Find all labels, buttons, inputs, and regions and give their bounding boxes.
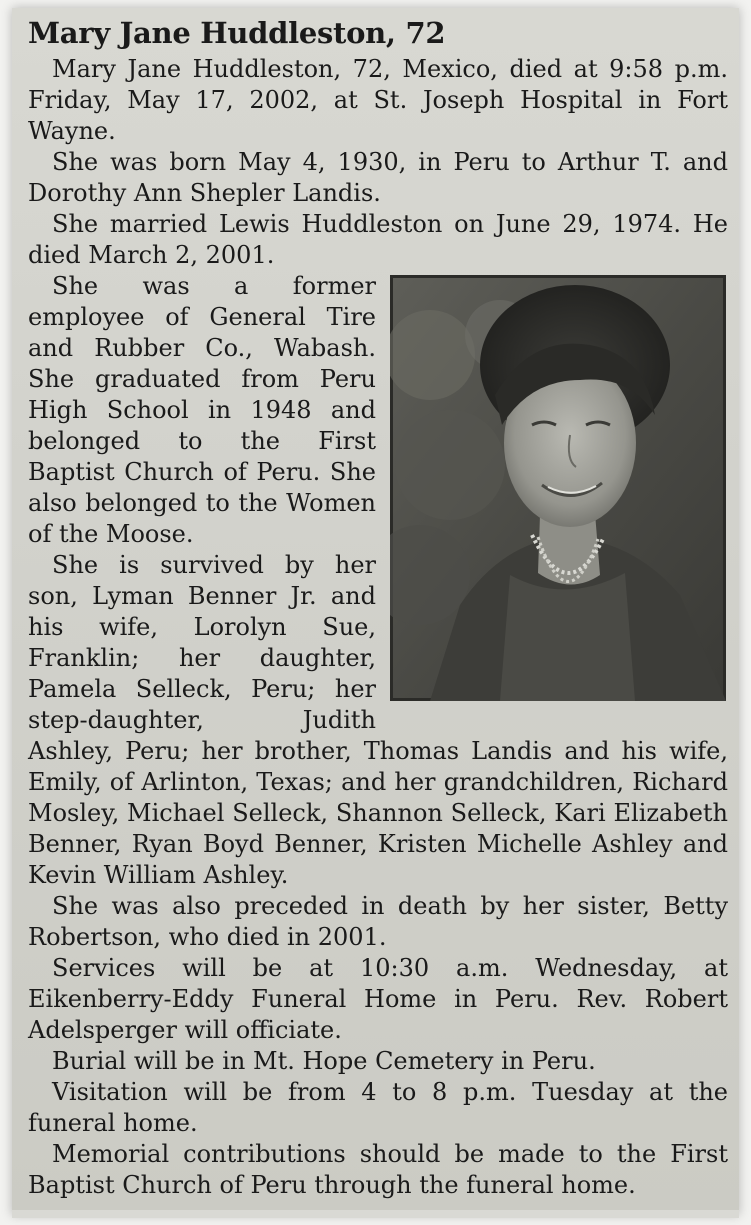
paragraph-career: She was a former employee of General Tire and Rubber Co., Wabash. She graduated from Peru High School in 1948 and belonged to the First Baptist Church of Peru. She also belonged to the Women of the Moose. <box>28 272 376 548</box>
paragraph-survivors: She is survived by her son, Lyman Benner Jr. and his wife, Lorolyn Sue, Franklin; her daughter, Pamela Selleck, Peru; her step-daughter, Judith Ashley, Peru; her brother, Thomas Landis and his wife, Emily, of Arlinton, Texas; and her grandchildren, Richard Mosley, Michael Selleck, Shannon Selleck, Kari Elizabeth Benner, Ryan Boyd Benner, Kristen Michelle Ashley and Kevin William Ashley. <box>28 551 728 889</box>
paragraph-birth: She was born May 4, 1930, in Peru to Arthur T. and Dorothy Ann Shepler Landis. <box>28 148 728 207</box>
paragraph-memorial: Memorial contributions should be made to the First Baptist Church of Peru through the funeral home. <box>28 1140 728 1199</box>
portrait-image <box>390 275 726 701</box>
paragraph-visitation: Visitation will be from 4 to 8 p.m. Tuesday at the funeral home. <box>28 1078 728 1137</box>
newspaper-clipping <box>12 8 739 1215</box>
portrait-photo <box>390 275 726 701</box>
clipping-edge <box>12 1210 739 1218</box>
obituary-article <box>28 14 728 1201</box>
paragraph-death: Mary Jane Huddleston, 72, Mexico, died at 9:58 p.m. Friday, May 17, 2002, at St. Joseph Hospital in Fort Wayne. <box>28 55 728 145</box>
paragraph-preceded: She was also preceded in death by her sister, Betty Robertson, who died in 2001. <box>28 892 728 951</box>
obituary-title: Mary Jane Huddleston, 72 <box>28 16 446 50</box>
paragraph-marriage: She married Lewis Huddleston on June 29, 1974. He died March 2, 2001. <box>28 210 728 269</box>
paragraph-services: Services will be at 10:30 a.m. Wednesday, at Eikenberry-Eddy Funeral Home in Peru. Rev. Robert Adelsperger will officiate. <box>28 954 728 1044</box>
paragraph-burial: Burial will be in Mt. Hope Cemetery in Peru. <box>52 1047 596 1075</box>
